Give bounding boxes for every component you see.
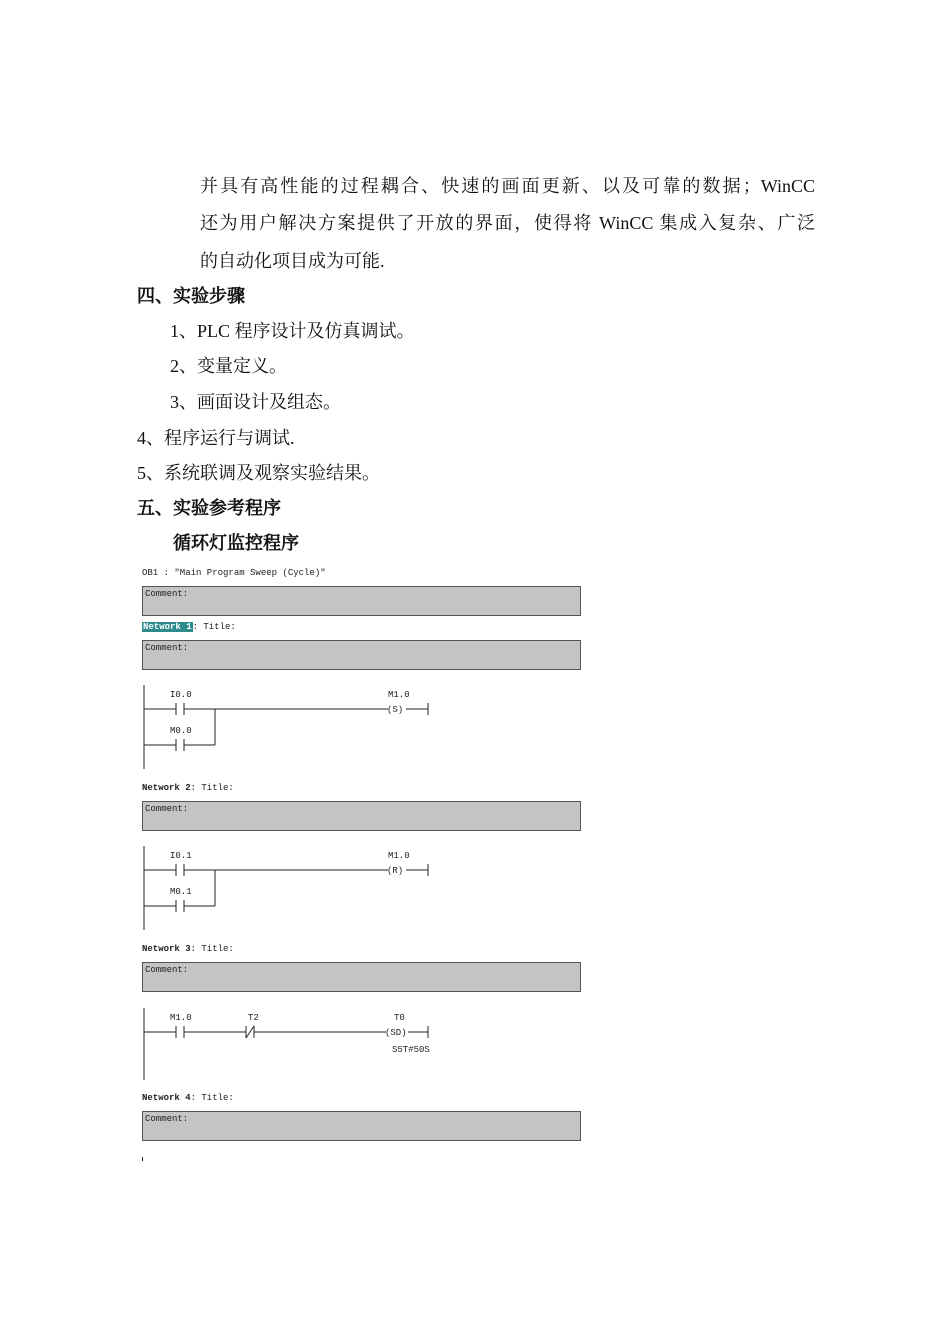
section-5-heading: 五、实验参考程序 [137,498,281,518]
network-4-label: Network 4 [142,1093,191,1103]
comment-label: Comment: [145,965,189,975]
network-1-header [142,622,236,632]
paragraph-line-2: 还为用户解决方案提供了开放的界面，使得将 WinCC 集成入复杂、广泛 [200,213,815,233]
rail-stub [142,1157,143,1161]
network-4-title: : Title: [190,1093,234,1103]
timer-parameter: S5T#50S [392,1045,430,1055]
network-2-header [142,783,234,793]
coil-symbol: (SD) [385,1028,407,1038]
coil-symbol: (S) [387,705,404,715]
step-item: 1、PLC 程序设计及仿真调试。 [170,321,415,341]
contact-address: I0.1 [170,851,192,861]
coil-address: M1.0 [388,851,410,861]
contact-address: M0.0 [170,726,192,736]
comment-label: Comment: [145,589,189,599]
program-subheading: 循环灯监控程序 [173,533,299,553]
comment-label: Comment: [145,804,189,814]
network-2-label: Network 2 [142,783,191,793]
contact-address: M0.1 [170,887,192,897]
coil-symbol: (R) [387,866,404,876]
step-item: 5、系统联调及观察实验结果。 [137,463,380,483]
paragraph-line-1: 并具有高性能的过程耦合、快速的画面更新、以及可靠的数据；WinCC [200,176,815,196]
network-3-title: : Title: [190,944,234,954]
network-4-header [142,1093,234,1103]
comment-box [142,1111,581,1141]
block-title: OB1 : "Main Program Sweep (Cycle)" [142,568,326,578]
contact-address: M1.0 [170,1013,192,1023]
section-4-heading: 四、实验步骤 [137,286,245,306]
network-1-ladder [138,685,438,770]
comment-box [142,801,581,831]
comment-box [142,962,581,992]
contact-address: I0.0 [170,690,192,700]
network-1-title: : Title: [192,622,236,632]
network-1-label: Network 1 [143,622,192,632]
comment-label: Comment: [145,1114,189,1124]
network-2-title: : Title: [190,783,234,793]
comment-label: Comment: [145,643,189,653]
network-3-label: Network 3 [142,944,191,954]
coil-address: T0 [394,1013,405,1023]
comment-box [142,586,581,616]
network-2-ladder [138,846,438,931]
step-item: 3、画面设计及组态。 [170,392,341,412]
coil-address: M1.0 [388,690,410,700]
network-3-ladder [138,1008,438,1083]
paragraph-line-3: 的自动化项目成为可能. [200,251,385,271]
comment-box [142,640,581,670]
step-item: 2、变量定义。 [170,356,287,376]
contact-address: T2 [248,1013,259,1023]
network-3-header [142,944,234,954]
step-item: 4、程序运行与调试. [137,428,295,448]
